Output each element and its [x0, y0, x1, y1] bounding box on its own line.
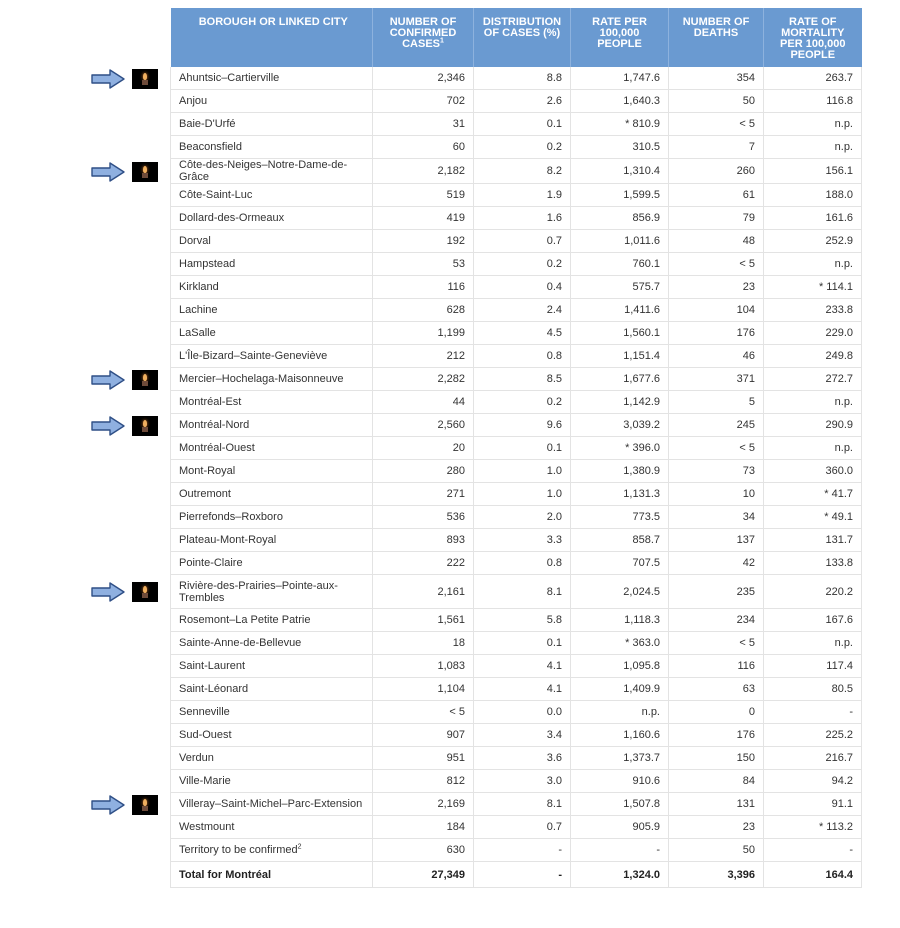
- mortality-cell: n.p.: [764, 632, 862, 655]
- deaths-cell: 116: [669, 655, 764, 678]
- mortality-cell: n.p.: [764, 391, 862, 414]
- mortality-cell: 156.1: [764, 159, 862, 184]
- rate-cell: 1,747.6: [571, 67, 669, 90]
- rate-cell: 1,411.6: [571, 299, 669, 322]
- distribution-cell: 0.0: [474, 701, 571, 724]
- mortality-cell: 116.8: [764, 90, 862, 113]
- distribution-cell: 0.2: [474, 253, 571, 276]
- cases-cell: 31: [373, 113, 474, 136]
- cases-cell: 271: [373, 483, 474, 506]
- cases-cell: 60: [373, 136, 474, 159]
- candle-icon: [132, 370, 158, 390]
- rate-cell: 760.1: [571, 253, 669, 276]
- cases-cell: 192: [373, 230, 474, 253]
- total-cases-cell: 27,349: [373, 862, 474, 888]
- deaths-cell: 354: [669, 67, 764, 90]
- right-arrow-icon: [90, 581, 126, 603]
- rate-cell: 3,039.2: [571, 414, 669, 437]
- distribution-cell: 0.4: [474, 276, 571, 299]
- distribution-cell: 0.2: [474, 391, 571, 414]
- table-row: [171, 529, 862, 552]
- deaths-cell: 23: [669, 816, 764, 839]
- deaths-cell: 234: [669, 609, 764, 632]
- cases-cell: 1,083: [373, 655, 474, 678]
- mortality-cell: 220.2: [764, 575, 862, 609]
- table-row: [171, 67, 862, 90]
- table-row: [171, 391, 862, 414]
- deaths-cell: 131: [669, 793, 764, 816]
- cases-cell: 1,199: [373, 322, 474, 345]
- mortality-cell: 80.5: [764, 678, 862, 701]
- table-row: [171, 230, 862, 253]
- deaths-cell: 10: [669, 483, 764, 506]
- table-row: [171, 770, 862, 793]
- rate-cell: * 810.9: [571, 113, 669, 136]
- total-distribution-cell: -: [474, 862, 571, 888]
- distribution-cell: 0.1: [474, 113, 571, 136]
- cases-cell: 2,560: [373, 414, 474, 437]
- table-row: [171, 414, 862, 437]
- distribution-cell: -: [474, 839, 571, 862]
- row-marker: [90, 161, 162, 183]
- deaths-cell: < 5: [669, 253, 764, 276]
- mortality-cell: 249.8: [764, 345, 862, 368]
- deaths-cell: 176: [669, 322, 764, 345]
- table-row: [171, 253, 862, 276]
- cases-cell: 18: [373, 632, 474, 655]
- borough-cell: Plateau-Mont-Royal: [171, 529, 373, 552]
- deaths-cell: 150: [669, 747, 764, 770]
- borough-cell: Territory to be confirmed$^2$: [171, 839, 373, 862]
- distribution-cell: 3.3: [474, 529, 571, 552]
- mortality-cell: 91.1: [764, 793, 862, 816]
- cases-cell: 184: [373, 816, 474, 839]
- rate-cell: 1,011.6: [571, 230, 669, 253]
- borough-cell: Verdun: [171, 747, 373, 770]
- deaths-cell: 235: [669, 575, 764, 609]
- mortality-cell: 233.8: [764, 299, 862, 322]
- mortality-cell: 161.6: [764, 207, 862, 230]
- distribution-cell: 0.1: [474, 632, 571, 655]
- rate-cell: 773.5: [571, 506, 669, 529]
- mortality-cell: 117.4: [764, 655, 862, 678]
- table-row: [171, 113, 862, 136]
- total-deaths-cell: 3,396: [669, 862, 764, 888]
- cases-cell: 53: [373, 253, 474, 276]
- table-row: [171, 460, 862, 483]
- borough-cell: Mont-Royal: [171, 460, 373, 483]
- borough-cell: Baie-D'Urfé: [171, 113, 373, 136]
- table-row: [171, 632, 862, 655]
- table-body: [171, 67, 862, 888]
- rate-cell: 1,507.8: [571, 793, 669, 816]
- mortality-cell: 229.0: [764, 322, 862, 345]
- rate-cell: 1,640.3: [571, 90, 669, 113]
- covid-cases-table: [170, 8, 862, 888]
- mortality-cell: * 41.7: [764, 483, 862, 506]
- table-row: [171, 816, 862, 839]
- table-row: [171, 437, 862, 460]
- mortality-cell: -: [764, 701, 862, 724]
- distribution-cell: 1.0: [474, 460, 571, 483]
- deaths-cell: 23: [669, 276, 764, 299]
- table-row: [171, 724, 862, 747]
- table-row: [171, 136, 862, 159]
- cases-cell: 519: [373, 184, 474, 207]
- deaths-cell: 260: [669, 159, 764, 184]
- rate-cell: 1,560.1: [571, 322, 669, 345]
- borough-cell: Outremont: [171, 483, 373, 506]
- cases-cell: 116: [373, 276, 474, 299]
- cases-cell: 2,182: [373, 159, 474, 184]
- distribution-cell: 0.8: [474, 345, 571, 368]
- borough-cell: LaSalle: [171, 322, 373, 345]
- cases-cell: 2,346: [373, 67, 474, 90]
- row-marker: [90, 415, 162, 437]
- borough-cell: Saint-Laurent: [171, 655, 373, 678]
- mortality-cell: * 113.2: [764, 816, 862, 839]
- distribution-cell: 4.5: [474, 322, 571, 345]
- rate-cell: 858.7: [571, 529, 669, 552]
- mortality-cell: n.p.: [764, 136, 862, 159]
- rate-cell: * 396.0: [571, 437, 669, 460]
- borough-cell: Senneville: [171, 701, 373, 724]
- distribution-cell: 8.8: [474, 67, 571, 90]
- candle-icon: [132, 795, 158, 815]
- rate-cell: 310.5: [571, 136, 669, 159]
- right-arrow-icon: [90, 161, 126, 183]
- distribution-cell: 3.0: [474, 770, 571, 793]
- cases-cell: 419: [373, 207, 474, 230]
- table-row: [171, 655, 862, 678]
- mortality-cell: 360.0: [764, 460, 862, 483]
- row-marker: [90, 369, 162, 391]
- distribution-cell: 2.4: [474, 299, 571, 322]
- distribution-cell: 9.6: [474, 414, 571, 437]
- cases-cell: 907: [373, 724, 474, 747]
- borough-cell: Mercier–Hochelaga-Maisonneuve: [171, 368, 373, 391]
- rate-cell: 1,095.8: [571, 655, 669, 678]
- mortality-cell: 290.9: [764, 414, 862, 437]
- deaths-cell: 61: [669, 184, 764, 207]
- table-row: [171, 207, 862, 230]
- deaths-cell: 137: [669, 529, 764, 552]
- cases-cell: 222: [373, 552, 474, 575]
- deaths-cell: 48: [669, 230, 764, 253]
- borough-cell: Dorval: [171, 230, 373, 253]
- table-row: [171, 483, 862, 506]
- header-rate: RATE PER 100,000 PEOPLE: [571, 8, 669, 67]
- deaths-cell: 63: [669, 678, 764, 701]
- rate-cell: 1,142.9: [571, 391, 669, 414]
- table-row: [171, 159, 862, 184]
- right-arrow-icon: [90, 68, 126, 90]
- distribution-cell: 8.1: [474, 575, 571, 609]
- header-borough: BOROUGH OR LINKED CITY: [171, 8, 373, 67]
- rate-cell: 1,380.9: [571, 460, 669, 483]
- candle-icon: [132, 582, 158, 602]
- cases-cell: 702: [373, 90, 474, 113]
- distribution-cell: 1.0: [474, 483, 571, 506]
- cases-cell: 812: [373, 770, 474, 793]
- distribution-cell: 5.8: [474, 609, 571, 632]
- total-borough-cell: Total for Montréal: [171, 862, 373, 888]
- borough-cell: Rosemont–La Petite Patrie: [171, 609, 373, 632]
- borough-cell: Westmount: [171, 816, 373, 839]
- rate-cell: 1,599.5: [571, 184, 669, 207]
- distribution-cell: 1.9: [474, 184, 571, 207]
- mortality-cell: 216.7: [764, 747, 862, 770]
- mortality-cell: * 114.1: [764, 276, 862, 299]
- mortality-cell: n.p.: [764, 437, 862, 460]
- borough-cell: Côte-Saint-Luc: [171, 184, 373, 207]
- table-row: [171, 609, 862, 632]
- mortality-cell: -: [764, 839, 862, 862]
- right-arrow-icon: [90, 369, 126, 391]
- table-row: [171, 701, 862, 724]
- rate-cell: n.p.: [571, 701, 669, 724]
- mortality-cell: 225.2: [764, 724, 862, 747]
- rate-cell: 1,310.4: [571, 159, 669, 184]
- mortality-cell: 94.2: [764, 770, 862, 793]
- deaths-cell: < 5: [669, 632, 764, 655]
- rate-cell: 575.7: [571, 276, 669, 299]
- borough-cell: Montréal-Est: [171, 391, 373, 414]
- cases-cell: 628: [373, 299, 474, 322]
- total-row: [171, 862, 862, 888]
- header-deaths: NUMBER OF DEATHS: [669, 8, 764, 67]
- borough-cell: Ahuntsic–Cartierville: [171, 67, 373, 90]
- rate-cell: 1,677.6: [571, 368, 669, 391]
- deaths-cell: 42: [669, 552, 764, 575]
- distribution-cell: 8.2: [474, 159, 571, 184]
- distribution-cell: 8.5: [474, 368, 571, 391]
- distribution-cell: 3.4: [474, 724, 571, 747]
- borough-cell: Saint-Léonard: [171, 678, 373, 701]
- deaths-cell: 79: [669, 207, 764, 230]
- table-row: [171, 793, 862, 816]
- right-arrow-icon: [90, 415, 126, 437]
- distribution-cell: 2.0: [474, 506, 571, 529]
- right-arrow-icon: [90, 794, 126, 816]
- deaths-cell: 50: [669, 839, 764, 862]
- cases-cell: 536: [373, 506, 474, 529]
- cases-cell: 20: [373, 437, 474, 460]
- mortality-cell: 167.6: [764, 609, 862, 632]
- cases-cell: 2,169: [373, 793, 474, 816]
- mortality-cell: * 49.1: [764, 506, 862, 529]
- distribution-cell: 2.6: [474, 90, 571, 113]
- borough-cell: Pointe-Claire: [171, 552, 373, 575]
- borough-cell: Pierrefonds–Roxboro: [171, 506, 373, 529]
- table-row: [171, 575, 862, 609]
- distribution-cell: 8.1: [474, 793, 571, 816]
- table-row: [171, 90, 862, 113]
- deaths-cell: < 5: [669, 437, 764, 460]
- rate-cell: 707.5: [571, 552, 669, 575]
- mortality-cell: n.p.: [764, 253, 862, 276]
- deaths-cell: 84: [669, 770, 764, 793]
- total-mortality-cell: 164.4: [764, 862, 862, 888]
- deaths-cell: 7: [669, 136, 764, 159]
- deaths-cell: 245: [669, 414, 764, 437]
- borough-cell: Beaconsfield: [171, 136, 373, 159]
- borough-cell: Sud-Ouest: [171, 724, 373, 747]
- cases-cell: 212: [373, 345, 474, 368]
- rate-cell: 1,118.3: [571, 609, 669, 632]
- distribution-cell: 4.1: [474, 678, 571, 701]
- deaths-cell: 50: [669, 90, 764, 113]
- deaths-cell: 5: [669, 391, 764, 414]
- cases-cell: < 5: [373, 701, 474, 724]
- header-mortality: RATE OF MORTALITY PER 100,000 PEOPLE: [764, 8, 862, 67]
- deaths-cell: 176: [669, 724, 764, 747]
- mortality-cell: 133.8: [764, 552, 862, 575]
- table-row: [171, 345, 862, 368]
- table-row: [171, 678, 862, 701]
- table-row: [171, 276, 862, 299]
- mortality-cell: 263.7: [764, 67, 862, 90]
- rate-cell: * 363.0: [571, 632, 669, 655]
- rate-cell: 1,373.7: [571, 747, 669, 770]
- mortality-cell: 131.7: [764, 529, 862, 552]
- deaths-cell: 46: [669, 345, 764, 368]
- borough-cell: Villeray–Saint-Michel–Parc-Extension: [171, 793, 373, 816]
- borough-cell: Côte-des-Neiges–Notre-Dame-de-Grâce: [171, 159, 373, 184]
- distribution-cell: 0.2: [474, 136, 571, 159]
- distribution-cell: 0.7: [474, 230, 571, 253]
- row-marker: [90, 581, 162, 603]
- cases-cell: 2,282: [373, 368, 474, 391]
- cases-cell: 44: [373, 391, 474, 414]
- deaths-cell: 371: [669, 368, 764, 391]
- table-row: [171, 747, 862, 770]
- borough-cell: Kirkland: [171, 276, 373, 299]
- distribution-cell: 1.6: [474, 207, 571, 230]
- table-row: [171, 839, 862, 862]
- deaths-cell: 104: [669, 299, 764, 322]
- deaths-cell: 73: [669, 460, 764, 483]
- mortality-cell: 252.9: [764, 230, 862, 253]
- header-cases: NUMBER OF CONFIRMED CASES$^1$: [373, 8, 474, 67]
- cases-cell: 1,561: [373, 609, 474, 632]
- borough-cell: Anjou: [171, 90, 373, 113]
- rate-cell: 905.9: [571, 816, 669, 839]
- cases-cell: 2,161: [373, 575, 474, 609]
- table-header: [171, 8, 862, 67]
- borough-cell: Dollard-des-Ormeaux: [171, 207, 373, 230]
- cases-cell: 1,104: [373, 678, 474, 701]
- borough-cell: Sainte-Anne-de-Bellevue: [171, 632, 373, 655]
- table-row: [171, 184, 862, 207]
- deaths-cell: 0: [669, 701, 764, 724]
- distribution-cell: 0.1: [474, 437, 571, 460]
- borough-cell: Montréal-Nord: [171, 414, 373, 437]
- borough-cell: Montréal-Ouest: [171, 437, 373, 460]
- candle-icon: [132, 416, 158, 436]
- mortality-cell: n.p.: [764, 113, 862, 136]
- row-marker: [90, 68, 162, 90]
- borough-cell: Ville-Marie: [171, 770, 373, 793]
- table-row: [171, 552, 862, 575]
- candle-icon: [132, 162, 158, 182]
- rate-cell: 1,160.6: [571, 724, 669, 747]
- distribution-cell: 0.8: [474, 552, 571, 575]
- distribution-cell: 4.1: [474, 655, 571, 678]
- deaths-cell: 34: [669, 506, 764, 529]
- borough-cell: Rivière-des-Prairies–Pointe-aux-Trembles: [171, 575, 373, 609]
- rate-cell: 1,409.9: [571, 678, 669, 701]
- total-rate-cell: 1,324.0: [571, 862, 669, 888]
- borough-cell: Hampstead: [171, 253, 373, 276]
- rate-cell: -: [571, 839, 669, 862]
- distribution-cell: 0.7: [474, 816, 571, 839]
- header-distribution: DISTRIBUTION OF CASES (%): [474, 8, 571, 67]
- mortality-cell: 272.7: [764, 368, 862, 391]
- candle-icon: [132, 69, 158, 89]
- mortality-cell: 188.0: [764, 184, 862, 207]
- borough-cell: L'Île-Bizard–Sainte-Geneviève: [171, 345, 373, 368]
- rate-cell: 1,131.3: [571, 483, 669, 506]
- rate-cell: 2,024.5: [571, 575, 669, 609]
- borough-cell: Lachine: [171, 299, 373, 322]
- table-row: [171, 299, 862, 322]
- table-row: [171, 368, 862, 391]
- table-row: [171, 322, 862, 345]
- rate-cell: 1,151.4: [571, 345, 669, 368]
- distribution-cell: 3.6: [474, 747, 571, 770]
- rate-cell: 856.9: [571, 207, 669, 230]
- table-row: [171, 506, 862, 529]
- cases-cell: 893: [373, 529, 474, 552]
- row-marker: [90, 794, 162, 816]
- cases-cell: 630: [373, 839, 474, 862]
- cases-cell: 951: [373, 747, 474, 770]
- cases-cell: 280: [373, 460, 474, 483]
- deaths-cell: < 5: [669, 113, 764, 136]
- rate-cell: 910.6: [571, 770, 669, 793]
